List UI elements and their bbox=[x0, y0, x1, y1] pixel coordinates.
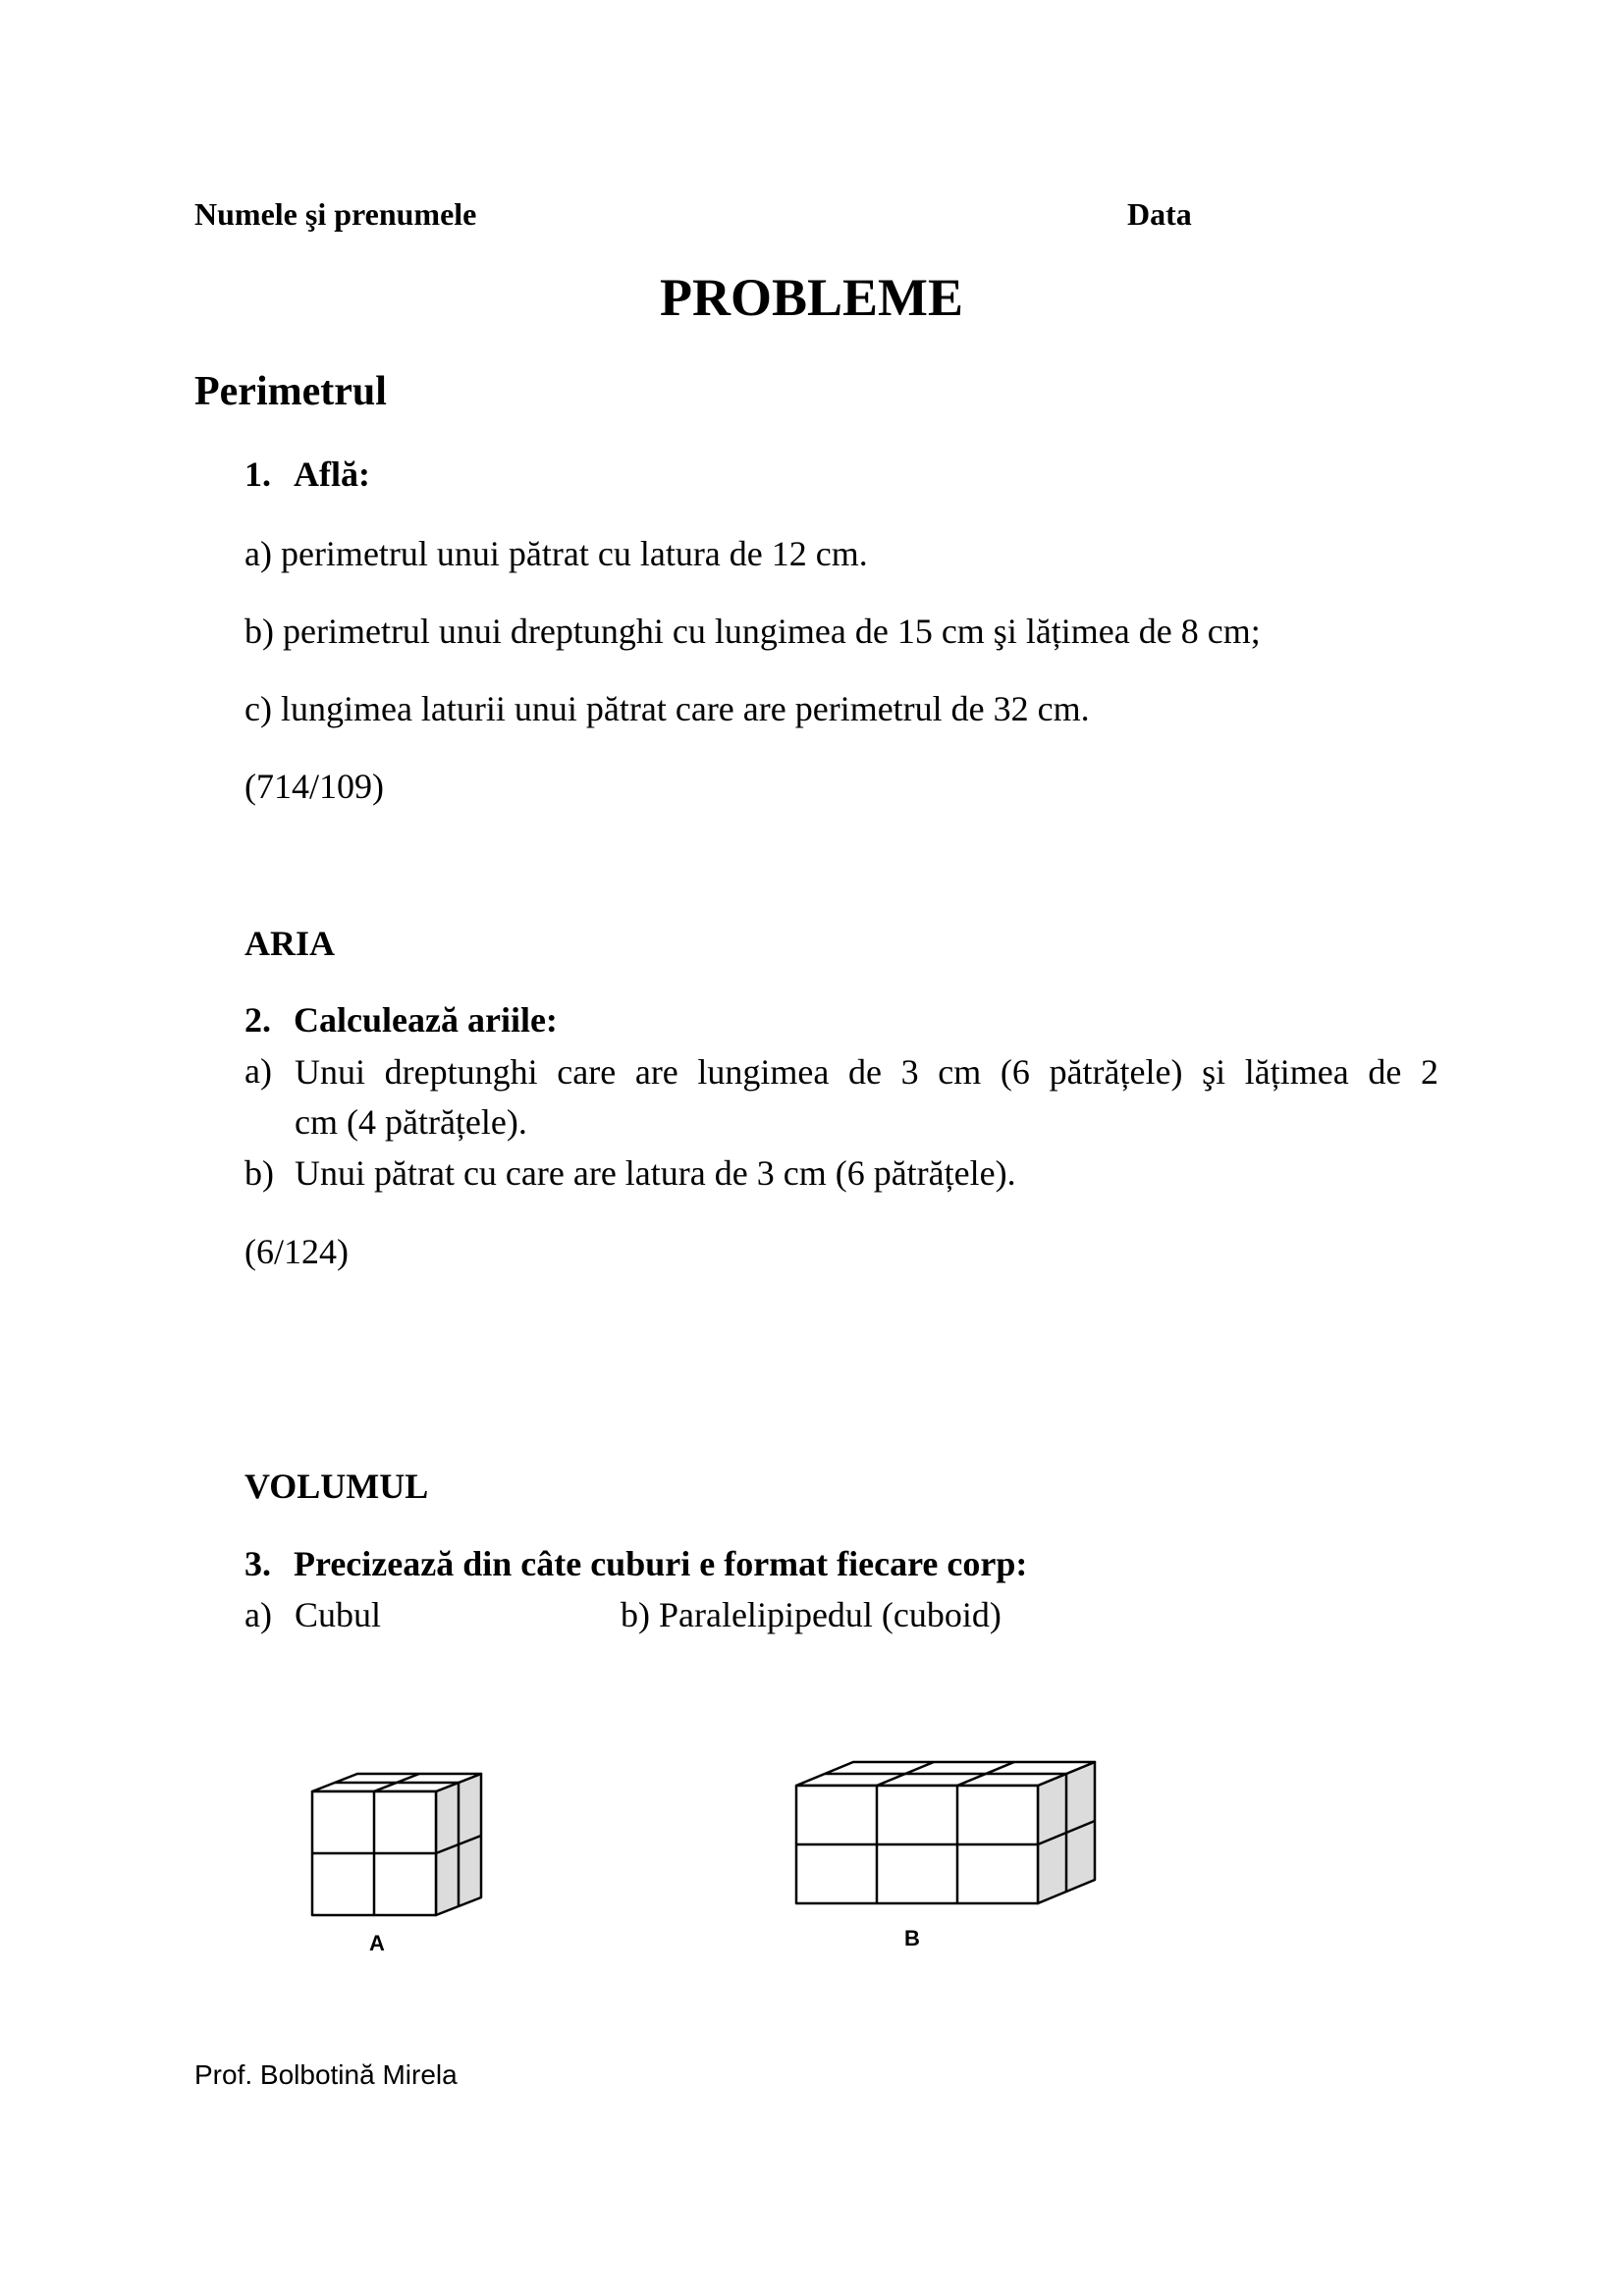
figure-b-cuboid bbox=[790, 1752, 1114, 1953]
problem-3-label: Precizează din câte cuburi e format fiecare corp: bbox=[294, 1544, 1028, 1583]
footer-author: Prof. Bolbotină Mirela bbox=[194, 2059, 458, 2090]
problem-3-item-a: Cubul bbox=[295, 1595, 382, 1634]
problem-2-title bbox=[244, 999, 558, 1041]
problem-1-item-b: b) perimetrul unui dreptunghi cu lungimea de 15 cm şi lățimea de 8 cm; bbox=[244, 612, 1261, 651]
problem-1-number: 1. bbox=[244, 454, 271, 494]
problem-2-reference: (6/124) bbox=[244, 1232, 349, 1271]
problem-2-item-a-line2: cm (4 pătrățele). bbox=[295, 1102, 527, 1142]
figure-b-label: B bbox=[904, 1926, 920, 1950]
name-label: Numele şi prenumele bbox=[194, 196, 477, 232]
problem-3-item-b: b) Paralelipipedul (cuboid) bbox=[621, 1595, 1001, 1634]
problem-1-item-a: a) perimetrul unui pătrat cu latura de 12 cm. bbox=[244, 534, 868, 573]
problem-1-title bbox=[244, 454, 370, 495]
section-heading-area: ARIA bbox=[244, 924, 336, 963]
page-title: PROBLEME bbox=[660, 268, 964, 327]
section-heading-perimeter: Perimetrul bbox=[194, 369, 387, 414]
problem-2-number: 2. bbox=[244, 1000, 271, 1040]
section-heading-volume: VOLUMUL bbox=[244, 1467, 429, 1506]
problem-2-item-a-marker: a) bbox=[244, 1051, 272, 1091]
problem-1-item-c: c) lungimea laturii unui pătrat care are perimetrul de 32 cm. bbox=[244, 689, 1090, 728]
problem-2-item-a-line1: Unui dreptunghi care are lungimea de 3 cm (6 pătrățele) şi lățimea de 2 bbox=[295, 1052, 1438, 1092]
problem-3-item-a-marker: a) bbox=[244, 1595, 272, 1634]
problem-3-number: 3. bbox=[244, 1544, 271, 1583]
problem-2-item-b-marker: b) bbox=[244, 1153, 274, 1193]
problem-1-label: Află: bbox=[294, 454, 370, 494]
problem-2-item-b: Unui pătrat cu care are latura de 3 cm (6 pătrățele). bbox=[295, 1153, 1016, 1193]
problem-2-label: Calculează ariile: bbox=[294, 1000, 558, 1040]
problem-1-reference: (714/109) bbox=[244, 767, 384, 806]
problem-3-title bbox=[244, 1543, 1027, 1584]
figure-a-cube bbox=[304, 1762, 496, 1958]
figure-a-label: A bbox=[369, 1931, 385, 1955]
date-label: Data bbox=[1127, 196, 1192, 232]
